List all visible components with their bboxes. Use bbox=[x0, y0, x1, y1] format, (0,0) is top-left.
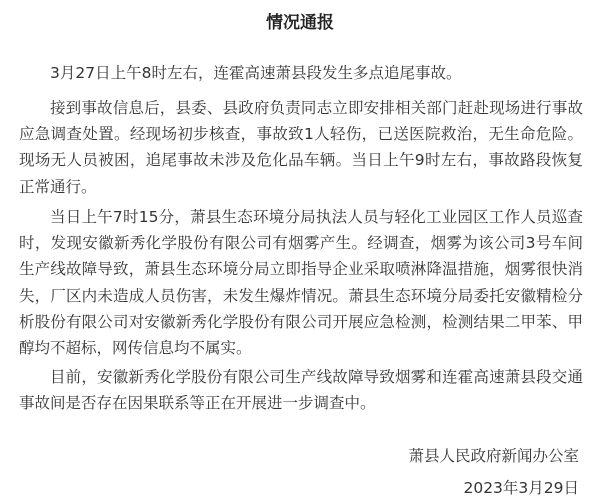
issue-date: 2023年3月29日 bbox=[463, 479, 579, 497]
paragraph-further-investigation: 目前，安徽新秀化学股份有限公司生产线故障导致烟雾和连霍高速萧县段交通事故间是否存在因果联系等正在开展进一步调查中。 bbox=[19, 368, 583, 413]
paragraph-smoke-investigation: 当日上午7时15分，萧县生态环境分局执法人员与轻化工业园区工作人员巡查时，发现安徽新秀化学股份有限公司有烟雾产生。经调查，烟雾为该公司3号车间生产线故障导致，萧县生态环境分局立即指导企业采取喷淋降温措施，烟雾很快消失，厂区内未造成人员伤害，未发生爆炸情况。萧县生态环境分局委托安徽精检分析股份有限公司对安徽新秀化学股份有限公司开展应急检测，检测结果二甲苯、甲醇均不超标，网传信息均不属实。 bbox=[19, 208, 583, 358]
paragraph-accident-summary: 3月27日上午8时左右，连霍高速萧县段发生多点追尾事故。 bbox=[50, 64, 462, 82]
issuer-signature: 萧县人民政府新闻办公室 bbox=[408, 447, 579, 465]
paragraph-response: 接到事故信息后，县委、县政府负责同志立即安排相关部门赶赴现场进行事故应急调查处置。经现场初步核查，事故致1人轻伤，已送医院救治，无生命危险。现场无人员被困，追尾事故未涉及危化品车辆。当日上午9时左右，事故路段恢复正常通行。 bbox=[19, 99, 583, 196]
notice-title: 情况通报 bbox=[266, 13, 334, 33]
